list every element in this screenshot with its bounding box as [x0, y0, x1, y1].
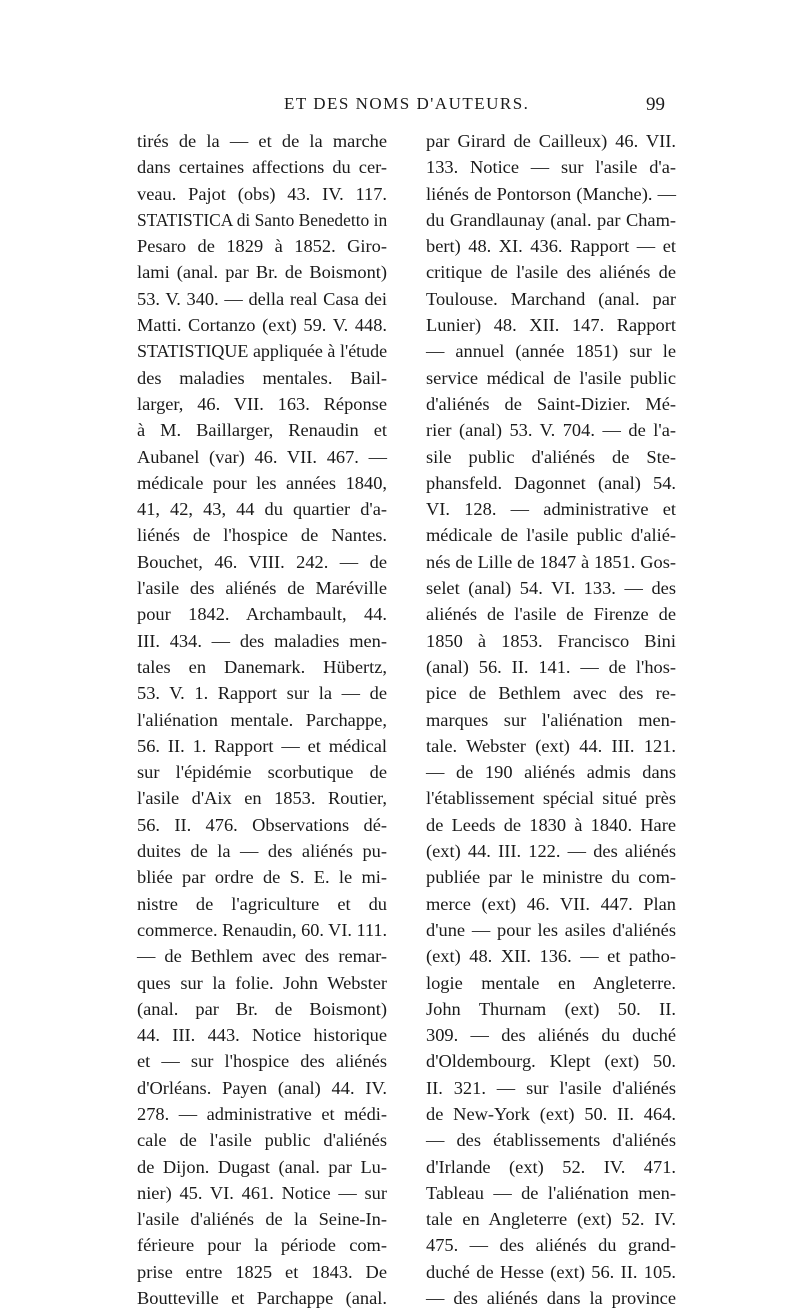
text-line: pice de Bethlem avec des re- — [426, 683, 676, 704]
text-line: Pesaro de 1829 à 1852. Giro- — [137, 236, 387, 257]
text-line: prise entre 1825 et 1843. De — [137, 1261, 387, 1282]
text-line: Bouchet, 46. VIII. 242. — de — [137, 551, 387, 572]
text-line: marques sur l'aliénation men- — [426, 709, 676, 730]
text-line: (anal. par Br. de Boismont) — [137, 998, 387, 1019]
text-line: duché de Hesse (ext) 56. II. 105. — [426, 1261, 676, 1282]
text-line: duites de la — des aliénés pu- — [137, 841, 387, 862]
text-line: Matti. Cortanzo (ext) 59. V. 448. — [137, 315, 387, 336]
text-line: logie mentale en Angleterre. — [426, 972, 676, 993]
text-line: de New-York (ext) 50. II. 464. — [426, 1103, 676, 1124]
text-line: rier (anal) 53. V. 704. — de l'a- — [426, 420, 676, 441]
text-line: 41, 42, 43, 44 du quartier d'a- — [137, 499, 387, 520]
text-line: médicale pour les années 1840, — [137, 472, 387, 493]
text-line: 44. III. 443. Notice historique — [137, 1025, 387, 1046]
text-line: veau. Pajot (obs) 43. IV. 117. — [137, 183, 387, 204]
text-line: aliénés de l'asile de Firenze de — [426, 604, 676, 625]
text-line: II. 321. — sur l'asile d'aliénés — [426, 1077, 676, 1098]
text-line: critique de l'asile des aliénés de — [426, 262, 676, 283]
text-line: service médical de l'asile public — [426, 367, 676, 388]
text-line: d'Irlande (ext) 52. IV. 471. — [426, 1156, 676, 1177]
text-line: Boutteville et Parchappe (anal. — [137, 1288, 387, 1309]
text-line: tale en Angleterre (ext) 52. IV. — [426, 1209, 676, 1230]
text-line: sur l'épidémie scorbutique de — [137, 762, 387, 783]
text-line: 53. V. 340. — della real Casa dei — [137, 288, 387, 309]
text-line: à M. Baillarger, Renaudin et — [137, 420, 387, 441]
text-line: commerce. Renaudin, 60. VI. 111. — [137, 919, 388, 940]
text-line: du Grandlaunay (anal. par Cham- — [426, 209, 676, 230]
page-number: 99 — [646, 94, 665, 115]
text-line: selet (anal) 54. VI. 133. — des — [426, 578, 676, 599]
text-line: l'asile d'Aix en 1853. Routier, — [137, 788, 387, 809]
text-line: des maladies mentales. Bail- — [137, 367, 387, 388]
text-line: l'aliénation mentale. Parchappe, — [137, 709, 387, 730]
text-line: cale de l'asile public d'aliénés — [137, 1130, 387, 1151]
text-line: d'Orléans. Payen (anal) 44. IV. — [137, 1077, 387, 1098]
text-line: bliée par ordre de S. E. le mi- — [137, 867, 387, 888]
text-line: d'une — pour les asiles d'aliénés — [426, 919, 676, 940]
text-line: (ext) 44. III. 122. — des aliénés — [426, 841, 676, 862]
text-line: ques sur la folie. John Webster — [137, 972, 387, 993]
text-line: 309. — des aliénés du duché — [426, 1025, 676, 1046]
text-line: nistre de l'agriculture et du — [137, 893, 387, 914]
text-line: dans certaines affections du cer- — [137, 157, 387, 178]
text-line: 133. Notice — sur l'asile d'a- — [426, 157, 676, 178]
text-line: publiée par le ministre du com- — [426, 867, 676, 888]
text-line: nier) 45. VI. 461. Notice — sur — [137, 1182, 387, 1203]
text-line: l'asile d'aliénés de la Seine-In- — [137, 1209, 387, 1230]
running-title: ET DES NOMS D'AUTEURS. — [284, 94, 530, 113]
text-line: Toulouse. Marchand (anal. par — [426, 288, 676, 309]
text-line: (anal) 56. II. 141. — de l'hos- — [426, 656, 676, 677]
text-line: d'aliénés de Saint-Dizier. Mé- — [426, 393, 676, 414]
text-line: Aubanel (var) 46. VII. 467. — — [137, 446, 387, 467]
right-column — [426, 128, 676, 1311]
text-line: — de Bethlem avec des remar- — [137, 946, 387, 967]
text-line: pour 1842. Archambault, 44. — [137, 604, 387, 625]
text-line: 278. — administrative et médi- — [137, 1103, 387, 1124]
text-line: III. 434. — des maladies men- — [137, 630, 387, 651]
left-column — [137, 128, 387, 1311]
text-line: 56. II. 1. Rapport — et médical — [137, 735, 387, 756]
text-line: par Girard de Cailleux) 46. VII. — [426, 131, 676, 151]
text-line: liénés de l'hospice de Nantes. — [137, 525, 387, 546]
text-line: STATISTIQUE appliquée à l'étude — [137, 341, 388, 362]
text-line: tirés de la — et de la marche — [137, 131, 387, 151]
text-line: merce (ext) 46. VII. 447. Plan — [426, 893, 676, 914]
text-line: tale. Webster (ext) 44. III. 121. — [426, 735, 676, 756]
text-line: larger, 46. VII. 163. Réponse — [137, 393, 387, 414]
text-line: 53. V. 1. Rapport sur la — de — [137, 683, 387, 704]
text-line: férieure pour la période com- — [137, 1235, 387, 1256]
page-header — [0, 94, 800, 124]
text-line: l'asile des aliénés de Maréville — [137, 578, 387, 599]
text-line: bert) 48. XI. 436. Rapport — et — [426, 236, 676, 257]
text-line: 1850 à 1853. Francisco Bini — [426, 630, 676, 651]
text-line: liénés de Pontorson (Manche). — — [426, 183, 676, 204]
text-line: John Thurnam (ext) 50. II. — [426, 998, 676, 1019]
text-line: l'établissement spécial situé près — [426, 788, 676, 809]
text-line: (ext) 48. XII. 136. — et patho- — [426, 946, 676, 967]
text-line: d'Oldembourg. Klept (ext) 50. — [426, 1051, 676, 1072]
text-line: nés de Lille de 1847 à 1851. Gos- — [426, 551, 676, 572]
text-line: — de 190 aliénés admis dans — [426, 762, 676, 783]
text-line: STATISTICA di Santo Benedetto in — [137, 209, 388, 230]
text-line: — annuel (année 1851) sur le — [426, 341, 676, 362]
text-line: VI. 128. — administrative et — [426, 499, 676, 520]
text-line: Tableau — de l'aliénation men- — [426, 1182, 676, 1203]
text-line: 56. II. 476. Observations dé- — [137, 814, 387, 835]
text-line: de Dijon. Dugast (anal. par Lu- — [137, 1156, 387, 1177]
text-line: lami (anal. par Br. de Boismont) — [137, 262, 387, 283]
text-line: et — sur l'hospice des aliénés — [137, 1051, 387, 1072]
text-line: — des établissements d'aliénés — [426, 1130, 676, 1151]
text-line: 475. — des aliénés du grand- — [426, 1235, 676, 1256]
text-line: tales en Danemark. Hübertz, — [137, 656, 387, 677]
text-line: Lunier) 48. XII. 147. Rapport — [426, 315, 676, 336]
text-line: — des aliénés dans la province — [426, 1288, 676, 1309]
text-line: de Leeds de 1830 à 1840. Hare — [426, 814, 676, 835]
text-line: phansfeld. Dagonnet (anal) 54. — [426, 472, 676, 493]
text-line: médicale de l'asile public d'alié- — [426, 525, 676, 546]
text-line: sile public d'aliénés de Ste- — [426, 446, 676, 467]
